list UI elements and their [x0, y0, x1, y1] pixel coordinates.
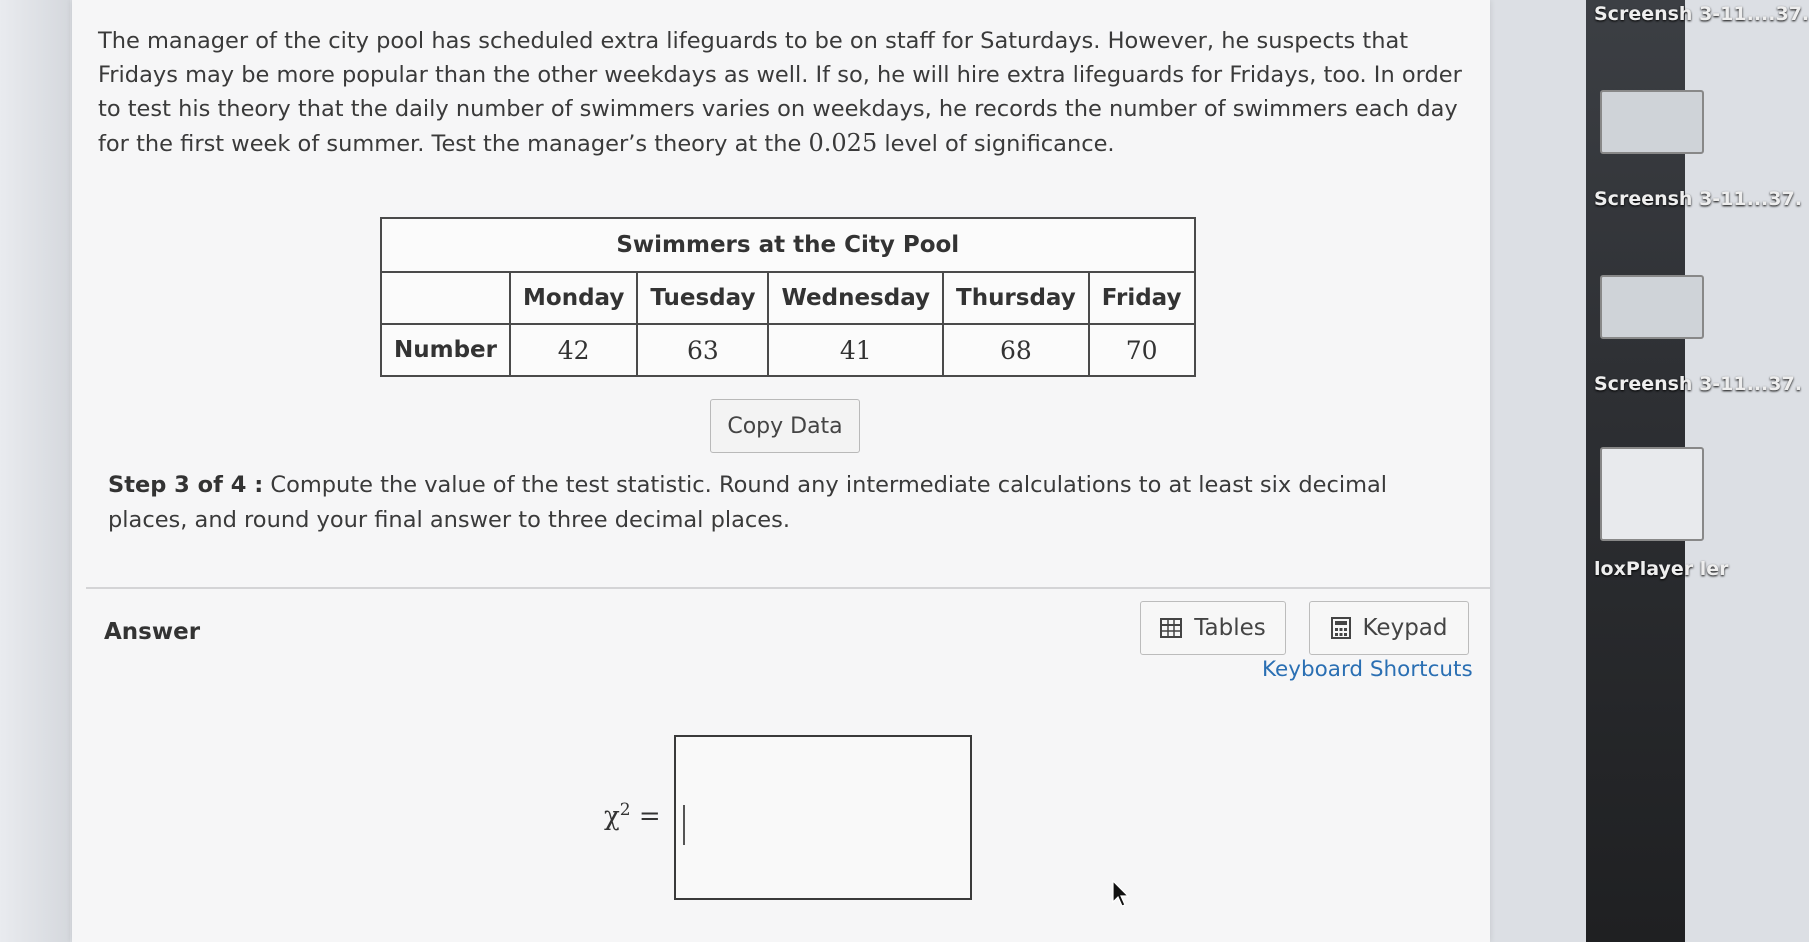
text-caret: [683, 805, 685, 845]
mouse-pointer-icon: [1112, 880, 1130, 908]
keyboard-shortcuts-link[interactable]: Keyboard Shortcuts: [1262, 657, 1473, 682]
header-wednesday: Wednesday: [768, 272, 943, 324]
step-label: Step 3 of 4 :: [108, 472, 264, 498]
tables-button[interactable]: [1140, 601, 1286, 655]
dock-item-screenshot-1[interactable]: Screensh 3-11....37.: [1594, 3, 1809, 25]
table-row: [381, 324, 1195, 376]
value-friday: 70: [1089, 324, 1195, 376]
dock-item-screenshot-2[interactable]: Screensh 3-11...37.: [1594, 188, 1802, 210]
significance-level: 0.025: [808, 129, 878, 157]
question-body: The manager of the city pool has scheduled extra lifeguards to be on staff for Saturdays. However, he suspects that Fridays may be more popular than the other weekdays as well. If so, he will hire extra lifeguards for Fridays, too. In order to test his theory that the daily number of swimmers varies on weekdays, he records the number of swimmers each day for the first week of summer. Test the manager’s theory at the: [98, 28, 1462, 157]
swimmers-table: [380, 217, 1196, 377]
copy-data-button[interactable]: Copy Data: [710, 399, 860, 453]
screenshot-thumbnail[interactable]: [1600, 275, 1704, 339]
table-caption: Swimmers at the City Pool: [381, 218, 1195, 272]
header-monday: Monday: [510, 272, 637, 324]
question-text: [98, 24, 1468, 161]
header-tuesday: Tuesday: [637, 272, 768, 324]
value-monday: 42: [510, 324, 637, 376]
question-tail: level of significance.: [877, 131, 1115, 157]
chi-square-label: [604, 800, 661, 832]
keypad-label: Keypad: [1362, 615, 1448, 641]
value-wednesday: 41: [768, 324, 943, 376]
equals-sign: =: [638, 801, 661, 832]
tables-label: Tables: [1194, 615, 1266, 641]
table-header-row: [381, 272, 1195, 324]
screenshot-thumbnail[interactable]: [1600, 90, 1704, 154]
main-panel: [72, 0, 1490, 942]
value-thursday: 68: [943, 324, 1089, 376]
step-instructions: [108, 468, 1448, 538]
dock-item-player[interactable]: loxPlayer ler: [1594, 558, 1729, 580]
chi-superscript: 2: [619, 800, 631, 820]
keypad-button[interactable]: [1309, 601, 1469, 655]
chi-symbol: χ: [604, 801, 620, 832]
table-icon: [1160, 618, 1182, 638]
step-text: Compute the value of the test statistic. Round any intermediate calculations to at least six decimal places, and round your final answer to three decimal places.: [108, 472, 1388, 533]
chi-square-answer-input[interactable]: [674, 735, 972, 900]
row-label-number: Number: [381, 324, 510, 376]
header-thursday: Thursday: [943, 272, 1089, 324]
answer-label: Answer: [104, 619, 201, 645]
dock-item-screenshot-3[interactable]: Screensh 3-11...37.: [1594, 373, 1802, 395]
calculator-icon: [1331, 617, 1351, 639]
monitor-bezel: [0, 0, 70, 942]
desktop-dock: [1586, 0, 1809, 942]
drive-thumbnail[interactable]: [1600, 447, 1704, 541]
section-divider: [86, 587, 1490, 589]
header-friday: Friday: [1089, 272, 1195, 324]
value-tuesday: 63: [637, 324, 768, 376]
table-corner-cell: [381, 272, 510, 324]
